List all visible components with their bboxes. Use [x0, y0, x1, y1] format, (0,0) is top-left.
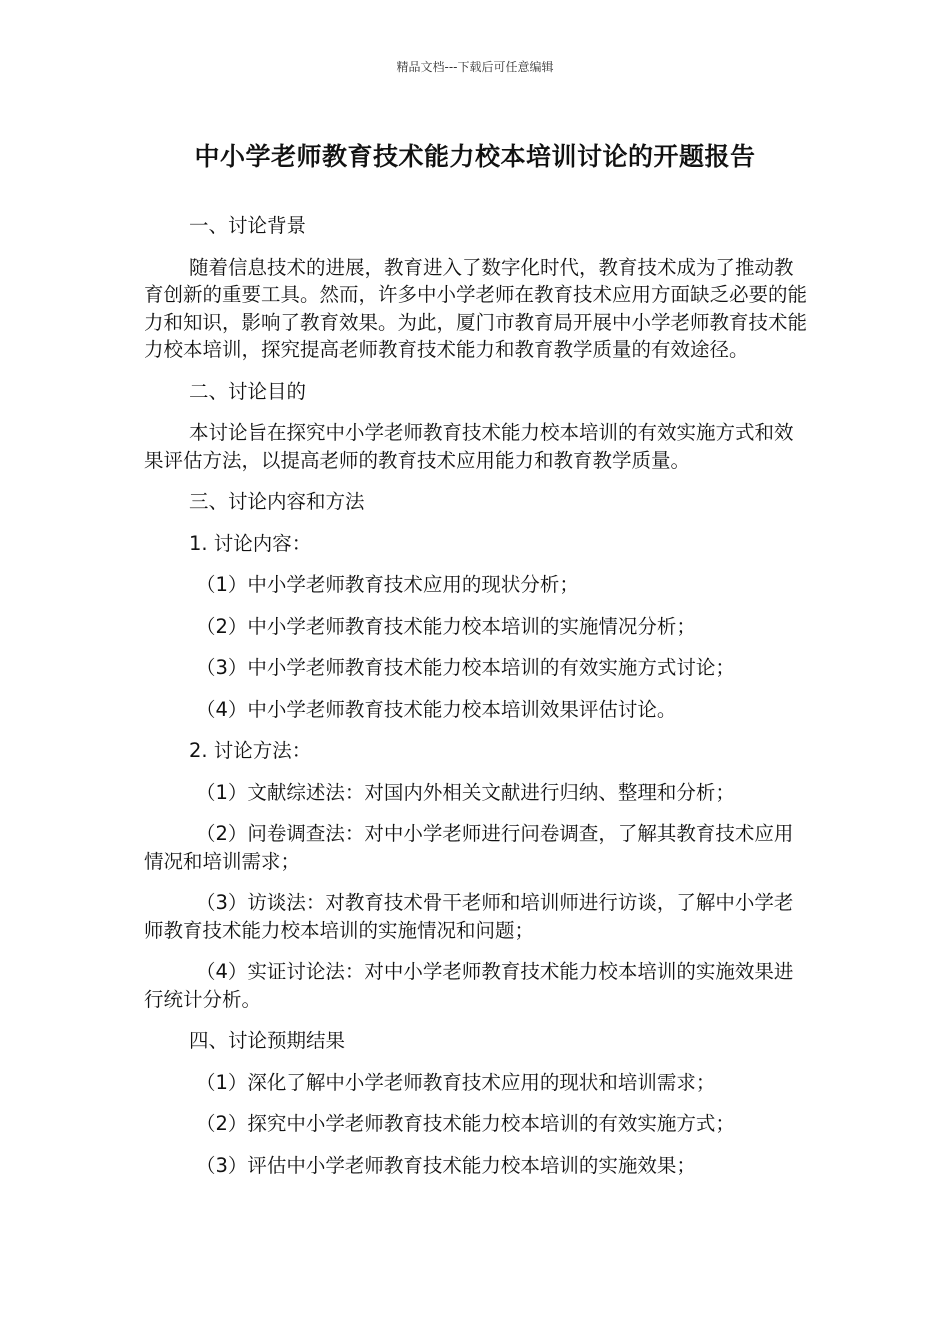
section-heading-expected-results: 四、讨论预期结果	[189, 1029, 346, 1052]
result-item: （3）评估中小学老师教育技术能力校本培训的实施效果；	[196, 1153, 696, 1177]
section-heading-content-method: 三、讨论内容和方法	[189, 490, 365, 513]
section-heading-background: 一、讨论背景	[189, 214, 307, 237]
method-item: （4）实证讨论法：对中小学老师教育技术能力校本培训的实施效果进行统计分析。	[144, 960, 794, 1011]
document-body	[144, 212, 809, 1193]
method-subheading: 2. 讨论方法：	[189, 739, 312, 762]
content-subheading: 1. 讨论内容：	[189, 531, 312, 555]
result-item: （2）探究中小学老师教育技术能力校本培训的有效实施方式；	[196, 1112, 735, 1135]
method-item: （2）问卷调查法：对中小学老师进行问卷调查，了解其教育技术应用情况和培训需求；	[144, 822, 794, 873]
result-item: （1）深化了解中小学老师教育技术应用的现状和培训需求；	[196, 1070, 716, 1094]
content-item: （1）中小学老师教育技术应用的现状分析；	[196, 573, 579, 596]
header-note: 精品文档---下载后可任意编辑	[396, 60, 554, 74]
content-item: （3）中小学老师教育技术能力校本培训的有效实施方式讨论；	[196, 656, 735, 679]
background-paragraph: 随着信息技术的进展，教育进入了数字化时代，教育技术成为了推动教育创新的重要工具。然而，许多中小学老师在教育技术应用方面缺乏必要的能力和知识，影响了教育效果。为此，厦门市教育局开展中小学老师教育技术能力校本培训，探究提高老师教育技术能力和教育教学质量的有效途径。	[144, 255, 808, 361]
section-heading-purpose: 二、讨论目的	[189, 379, 307, 403]
document-title: 中小学老师教育技术能力校本培训讨论的开题报告	[194, 142, 756, 171]
method-item: （1）文献综述法：对国内外相关文献进行归纳、整理和分析；	[196, 780, 735, 804]
content-item: （4）中小学老师教育技术能力校本培训效果评估讨论。	[196, 697, 677, 721]
purpose-paragraph: 本讨论旨在探究中小学老师教育技术能力校本培训的有效实施方式和效果评估方法，以提高老师的教育技术应用能力和教育教学质量。	[144, 421, 794, 472]
method-item: （3）访谈法：对教育技术骨干老师和培训师进行访谈，了解中小学老师教育技术能力校本培训的实施情况和问题；	[144, 891, 794, 942]
content-item: （2）中小学老师教育技术能力校本培训的实施情况分析；	[196, 614, 696, 638]
